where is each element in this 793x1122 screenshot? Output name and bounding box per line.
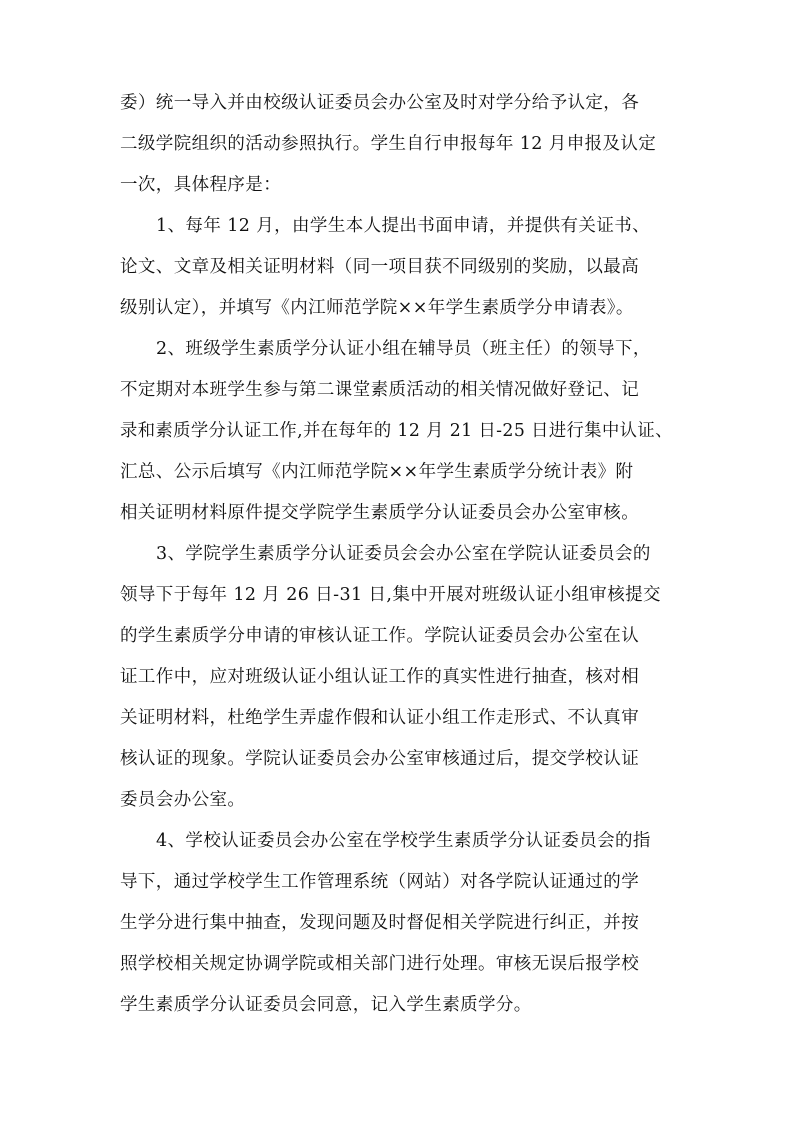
- text-line: 论文、文章及相关证明材料（同一项目获不同级别的奖励，以最高: [120, 257, 640, 277]
- text-line: 生学分进行集中抽查，发现问题及时督促相关学院进行纠正，并按: [120, 913, 640, 933]
- text-line: 委）统一导入并由校级认证委员会办公室及时对学分给予认定，各: [120, 93, 640, 113]
- text-line: 3、学院学生素质学分认证委员会会办公室在学院认证委员会的: [156, 544, 651, 564]
- text-line: 学生素质学分认证委员会同意，记入学生素质学分。: [120, 995, 532, 1015]
- text-line: 一次，具体程序是：: [120, 175, 282, 195]
- text-line: 汇总、公示后填写《内江师范学院××年学生素质学分统计表》附: [120, 462, 634, 482]
- text-line: 录和素质学分认证工作,并在每年的 12 月 21 日-25 日进行集中认证、: [120, 421, 673, 441]
- text-line: 导下，通过学校学生工作管理系统（网站）对各学院认证通过的学: [120, 872, 640, 892]
- text-line: 的学生素质学分申请的审核认证工作。学院认证委员会办公室在认: [120, 626, 640, 646]
- text-line: 1、每年 12 月，由学生本人提出书面申请，并提供有关证书、: [156, 216, 651, 236]
- text-line: 级别认定），并填写《内江师范学院××年学生素质学分申请表》。: [120, 298, 634, 318]
- text-line: 核认证的现象。学院认证委员会办公室审核通过后，提交学校认证: [120, 749, 640, 769]
- text-line: 照学校相关规定协调学院或相关部门进行处理。审核无误后报学校: [120, 954, 640, 974]
- text-line: 相关证明材料原件提交学院学生素质学分认证委员会办公室审核。: [120, 503, 640, 523]
- text-line: 委员会办公室。: [120, 790, 246, 810]
- text-line: 4、学校认证委员会办公室在学校学生素质学分认证委员会的指: [156, 831, 651, 851]
- text-line: 领导下于每年 12 月 26 日-31 日,集中开展对班级认证小组审核提交: [120, 585, 661, 605]
- text-line: 二级学院组织的活动参照执行。学生自行申报每年 12 月申报及认定: [120, 134, 657, 154]
- text-line: 证工作中，应对班级认证小组认证工作的真实性进行抽查，核对相: [120, 667, 640, 687]
- text-line: 2、班级学生素质学分认证小组在辅导员（班主任）的领导下，: [156, 339, 651, 359]
- text-line: 关证明材料，杜绝学生弄虚作假和认证小组工作走形式、不认真审: [120, 708, 640, 728]
- text-line: 不定期对本班学生参与第二课堂素质活动的相关情况做好登记、记: [120, 380, 640, 400]
